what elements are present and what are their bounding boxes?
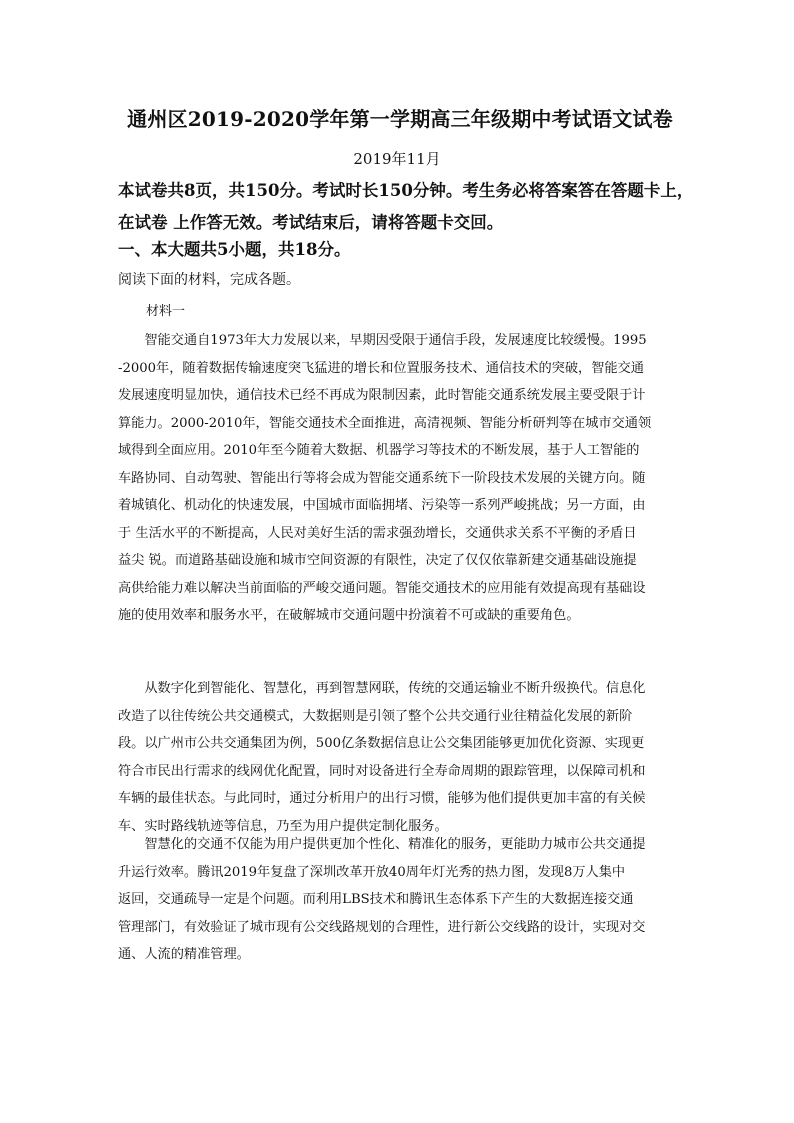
- paragraph-line: 施的使用效率和服务水平，在破解城市交通问题中扮演着不可或缺的重要角色。: [118, 608, 580, 623]
- paragraph-line: 升运行效率。腾讯2019年复盘了深圳改革开放40周年灯光秀的热力图，发现8万人集中: [118, 864, 626, 880]
- document-date: 2019年11月: [353, 150, 441, 168]
- paragraph-1: [118, 327, 678, 630]
- paragraph-3: [118, 831, 678, 969]
- paragraph-line: 域得到全面应用。2010年至今随着大数据、机器学习等技术的不断发展，基于人工智能的: [118, 443, 640, 458]
- document-title: 通州区2019-2020学年第一学期高三年级期中考试语文试卷: [127, 107, 673, 131]
- paragraph-line: -2000年，随着数据传输速度突飞猛进的增长和位置服务技术、通信技术的突破，智能交通: [118, 360, 644, 376]
- paragraph-line: 于 生活水平的不断提高，人民对美好生活的需求强劲增长，交通供求关系不平衡的矛盾日: [118, 525, 637, 541]
- paragraph-line: 改造了以往传统公共交通模式，大数据则是引领了整个公共交通行业往精益化发展的新阶: [118, 708, 633, 724]
- paragraph-line: 车辆的最佳状态。与此同时，通过分析用户的出行习惯，能够为他们提供更加丰富的有关候: [118, 791, 646, 806]
- instruction-line-1: 本试卷共8页，共150分。考试时长150分钟。考生务必将答案答在答题卡上，: [118, 181, 694, 200]
- paragraph-line: 返回，交通疏导一定是个问题。而利用LBS技术和腾讯生态体系下产生的大数据连接交通: [118, 892, 634, 907]
- reading-directive: 阅读下面的材料，完成各题。: [118, 272, 300, 288]
- paragraph-line: 发展速度明显加快，通信技术已经不再成为限制因素，此时智能交通系统发展主要受限于计: [118, 388, 646, 403]
- paragraph-line: 高供给能力难以解决当前面临的严峻交通问题。智能交通技术的应用能有效提高现有基础设: [118, 580, 646, 596]
- paragraph-line: 算能力。2000-2010年，智能交通技术全面推进，高清视频、智能分析研判等在城市交通领: [118, 415, 652, 431]
- paragraph-line: 智慧化的交通不仅能为用户提供更加个性化、精准化的服务，更能助力城市公共交通提: [118, 837, 646, 852]
- paragraph-line: 益尖 锐。而道路基础设施和城市空间资源的有限性，决定了仅仅依靠新建交通基础设施提: [118, 553, 637, 568]
- material-label: 材料一: [146, 304, 186, 319]
- paragraph-line: 从数字化到智能化、智慧化，再到智慧网联，传统的交通运输业不断升级换代。信息化: [118, 681, 646, 696]
- instruction-line-2: 在试卷 上作答无效。考试结束后，请将答题卡交回。: [118, 213, 504, 232]
- paragraph-line: 符合市民出行需求的线网优化配置，同时对设备进行全寿命周期的跟踪管理，以保障司机和: [118, 763, 646, 779]
- paragraph-line: 段。以广州市公共交通集团为例，500亿条数据信息让公交集团能够更加优化资源、实现更: [118, 736, 645, 751]
- paragraph-line: 着城镇化、机动化的快速发展，中国城市面临拥堵、污染等一系列严峻挑战；另一方面，由: [118, 498, 646, 513]
- paragraph-2: [118, 675, 678, 840]
- paragraph-line: 通、人流的精准管理。: [118, 947, 250, 962]
- section-heading: 一、本大题共5小题，共18分。: [118, 240, 351, 259]
- exam-instructions: [118, 175, 694, 239]
- paragraph-line: 管理部门，有效验证了城市现有公交线路规划的合理性，进行新公交线路的设计，实现对交: [118, 919, 646, 935]
- paragraph-line: 车路协同、自动驾驶、智能出行等将会成为智能交通系统下一阶段技术发展的关键方向。随: [118, 470, 646, 486]
- paragraph-line: 智能交通自1973年大力发展以来，早期因受限于通信手段，发展速度比较缓慢。1995: [118, 333, 647, 348]
- paragraph-line: 车、实时路线轨迹等信息，乃至为用户提供定制化服务。: [118, 818, 448, 834]
